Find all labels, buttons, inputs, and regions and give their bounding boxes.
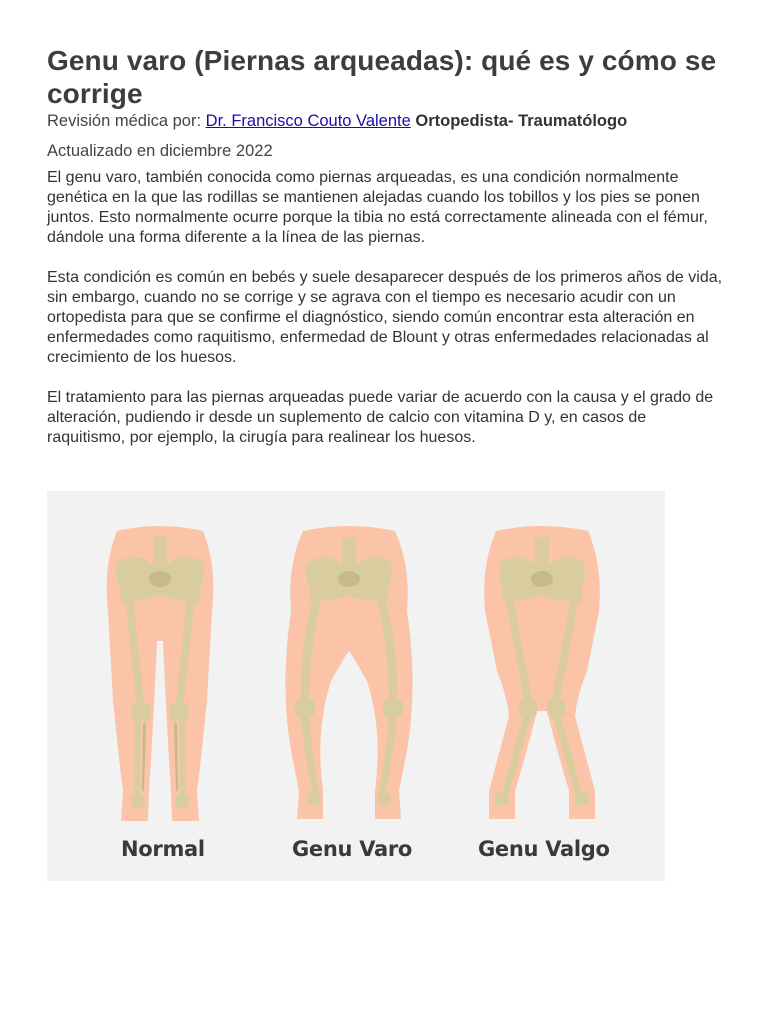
caption-genu-valgo: Genu Valgo [478, 837, 610, 861]
genu-valgo-legs-illustration [484, 526, 600, 819]
caption-normal: Normal [121, 837, 205, 861]
review-line [47, 110, 723, 132]
caption-genu-varo: Genu Varo [292, 837, 413, 861]
article-title: Genu varo (Piernas arqueadas): qué es y cómo se corrige [47, 45, 717, 109]
paragraph-1: El genu varo, también conocida como piernas arqueadas, es una condición normalmente genética en la que las rodillas se mantienen alejadas cuando los tobillos y los pies se ponen juntos. Esto normalmente ocurre porque la tibia no está correctamente alineada con el fémur, dándole una forma diferente a la línea de las piernas. [47, 169, 708, 246]
paragraph-3: El tratamiento para las piernas arqueadas puede variar de acuerdo con la causa y el grado de alteración, pudiendo ir desde un suplemento de calcio con vitamina D y, en casos de raquitismo, por ejemplo, la cirugía para realinear los huesos. [47, 389, 714, 446]
normal-legs-illustration [107, 526, 214, 821]
leg-alignment-figure [47, 491, 665, 881]
paragraph-2: Esta condición es común en bebés y suele desaparecer después de los primeros años de vida, sin embargo, cuando no se corrige y se agrava con el tiempo es necesario acudir con un ortopedista para que se confirme el diagnóstico, siendo común encontrar esta alteración en enfermedades como raquitismo, enfermedad de Blount y otras enfermedades relacionadas al crecimiento de los huesos. [47, 269, 723, 366]
legs-illustration [47, 491, 665, 881]
updated-date: Actualizado en diciembre 2022 [47, 142, 273, 160]
reviewer-link[interactable]: Dr. Francisco Couto Valente [205, 112, 411, 130]
reviewer-role: Ortopedista- Traumatólogo [415, 112, 628, 130]
genu-varo-legs-illustration [285, 526, 412, 819]
article [47, 44, 723, 448]
review-prefix: Revisión médica por: [47, 112, 202, 130]
